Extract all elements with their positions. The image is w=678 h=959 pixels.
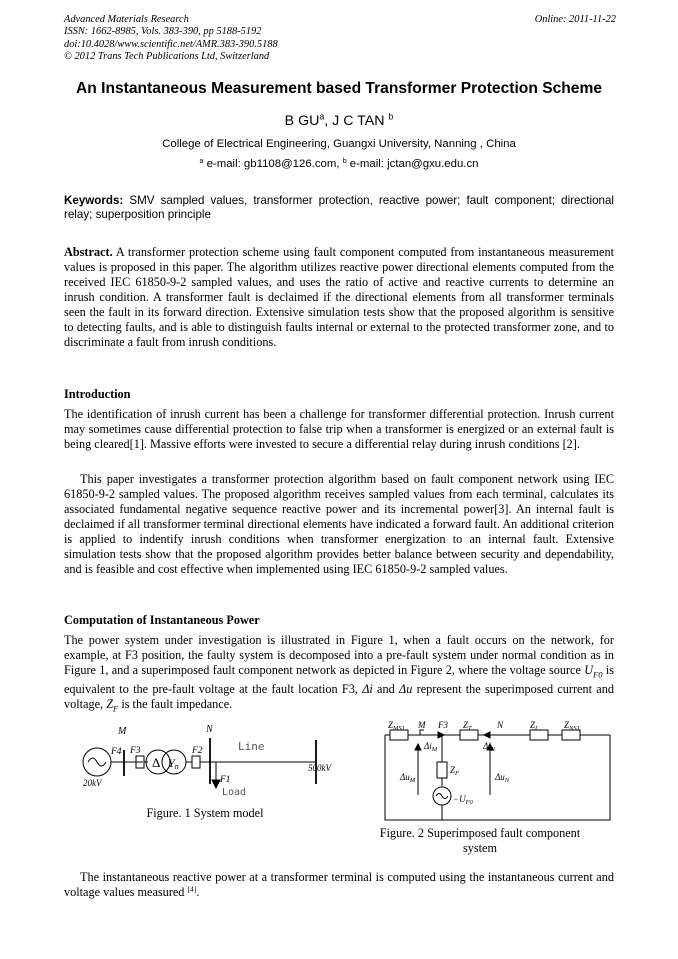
fig1-label-yn (168, 756, 179, 771)
dim-sub: M (431, 746, 438, 753)
yn-sub: n (174, 762, 179, 771)
fig1-label-f1: F1 (220, 775, 231, 785)
figure-2-caption: Figure. 2 Superimposed fault component system (379, 826, 581, 855)
journal-header (64, 14, 616, 63)
computation-p1-a: The power system under investigation is illustrated in Figure 1, when a fault occurs on the network, for example, at F3 position, the faulty system is decomposed into a pre-fault system under normal condition as in Figure 1, and a superimposed fault component network as depicted in Figure 2, where the voltage source (64, 633, 614, 677)
din-sub: N (490, 746, 496, 753)
fig1-label-f2: F2 (192, 746, 203, 756)
fig1-label-m: M (118, 726, 127, 737)
email-b-sup: b (342, 157, 347, 165)
fig1-label-20kv: 20kV (83, 778, 102, 788)
paper-title: An Instantaneous Measurement based Transformer Protection Scheme (76, 80, 602, 97)
yn-y: Y (168, 756, 175, 770)
computation-p1-b: is equivalent to the pre-fault voltage at the fault location F3, (64, 662, 614, 697)
delta-u-symbol: Δu (399, 682, 413, 697)
emails (40, 158, 638, 170)
computation-p2-text: The instantaneous reactive power at a transformer terminal is computed using the instantaneous current and voltage values measured (64, 870, 614, 899)
computation-p1 (64, 633, 614, 717)
copyright: © 2012 Trans Tech Publications Ltd, Switzerland (64, 50, 270, 62)
fig2-label-dum (399, 772, 416, 784)
fig1-label-load: Load (222, 787, 247, 798)
dun-du: Δu (495, 772, 505, 782)
fig2-label-m: M (418, 720, 426, 730)
computation-p1-d: is the fault impedance. (118, 697, 233, 712)
abstract-label: Abstract. (64, 245, 113, 259)
dun-sub: N (504, 777, 510, 784)
fig2-label-n: N (497, 720, 504, 730)
fig2-label-dun (494, 772, 510, 784)
introduction-p2: This paper investigates a transformer protection algorithm based on fault component network using IEC 61850-9-2 sampled values. The proposed algorithm receives sampled values from each terminal, calculates its associated fundamental negative sequence reactive power and its incremental power[3]. An internal fault is declaimed if all transformer terminal directional elements have indicated a forward fault. An additional criterion is applied to indentify inrush conditions when transformer energization to an internal fault. Extensive simulation tests show that the proposed algorithm provides better balance between security and dependability, and is feasible and cost effective when implemented using IEC 61850-9-2 sampled values. (64, 472, 614, 576)
fig1-label-line: Line (238, 740, 265, 753)
figure-1-system-model (80, 718, 370, 803)
email-b: e-mail: jctan@gxu.edu.cn (346, 158, 479, 170)
uf0-symbol: U (584, 662, 594, 677)
zns1-sub: NS1 (569, 725, 580, 732)
abstract-text: A transformer protection scheme using fault component computed from instantaneous measurement values is proposed in this paper. The algorithm utilizes reactive power directional elements computed from the received IEC 61850-9-2 sampled values, and uses the ratio of active and reactive currents to determine an inrush condition. A transformer fault is declaimed if the directional elements from all transformer terminals seen the fault in its forward direction. Extensive simulation tests show that the proposed algorithm is sensitive to detecting faults, and is able to distinguish faults internal or external to the protected transformer zone, and to discriminate a fault from inrush conditions. (64, 245, 614, 349)
computation-p2-ref: [4] (187, 884, 197, 894)
affiliation: College of Electrical Engineering, Guangxi University, Nanning , China (162, 138, 516, 150)
abstract (64, 245, 614, 350)
zns1-z: Z (564, 720, 570, 730)
fig1-label-f3: F3 (130, 746, 141, 756)
keywords (64, 194, 614, 222)
computation-p1-c: represent the superimposed current and voltage, (64, 682, 614, 712)
journal-name: Advanced Materials Research (64, 14, 189, 25)
issn: ISSN: 1662-8985, Vols. 383-390, pp 5188-5192 (64, 26, 262, 38)
author-1-sup: a (319, 111, 325, 122)
author-1: B GU (284, 113, 320, 129)
computation-p2-end: . (196, 884, 200, 899)
computation-heading: Computation of Instantaneous Power (64, 613, 260, 627)
dum-du: Δu (400, 772, 410, 782)
zms1-sub: MS1 (393, 725, 405, 732)
fig2-label-din (482, 741, 496, 753)
figure-1-caption: Figure. 1 System model (146, 806, 264, 820)
email-a-sup: a (199, 157, 204, 165)
and-text: and (372, 682, 400, 697)
online-date: Online: 2011-11-22 (534, 14, 616, 25)
fig2-label-uf0 (453, 794, 474, 806)
fig2-label-f3: F3 (438, 720, 448, 730)
author-sep: , (324, 113, 333, 129)
zf-symbol: Z (106, 697, 114, 712)
fig1-label-delta: Δ (152, 755, 161, 770)
fig1-label-n: N (206, 724, 213, 735)
zt-sub: T (468, 725, 472, 732)
zf-sub: F (455, 770, 459, 777)
zl-z: Z (530, 720, 536, 730)
uf0-sub: F0 (593, 669, 603, 680)
zf-sub: F (113, 703, 119, 714)
uf0-u: −U (453, 794, 466, 804)
fig1-label-500kv: 500kV (308, 763, 331, 773)
zt-z: Z (463, 720, 469, 730)
introduction-p1: The identification of inrush current has been a challenge for transformer differential protection. Inrush current may sometimes cause differential protection to false trip when a transformer is energized or an external fault is being cleared[1]. Massive efforts were invested to secure a differential relay during inrush conditions [2]. (64, 407, 614, 451)
zf-z: Z (450, 765, 456, 775)
author-2-sup: b (388, 111, 394, 122)
delta-i-symbol: Δi (362, 682, 373, 697)
fig2-label-dim (423, 741, 438, 753)
computation-p2 (64, 870, 614, 900)
uf0-fig-sub: F0 (465, 799, 473, 806)
fig1-label-f4: F4 (111, 747, 122, 757)
keywords-label: Keywords: (64, 194, 124, 207)
zms1-z: Z (388, 720, 394, 730)
introduction-heading: Introduction (64, 387, 131, 401)
dum-sub: M (409, 777, 416, 784)
din-di: Δi (483, 741, 491, 751)
keywords-text: SMV sampled values, transformer protection, reactive power; fault component; directional relay; superposition principle (64, 194, 614, 222)
email-a: e-mail: gb1108@126.com, (203, 158, 343, 170)
fig2-label-zf (450, 765, 460, 777)
doi: doi:10.4028/www.scientific.net/AMR.383-390.5188 (64, 38, 278, 50)
dim-di: Δi (424, 741, 432, 751)
author-2: J C TAN (332, 113, 385, 129)
authors (40, 113, 638, 129)
figure-2-superimposed-network (380, 720, 616, 824)
zl-sub: L (535, 725, 539, 732)
